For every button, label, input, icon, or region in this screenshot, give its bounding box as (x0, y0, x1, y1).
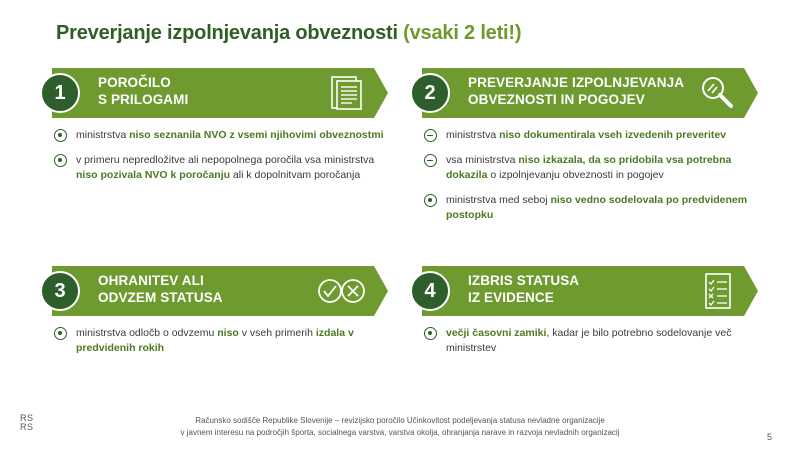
list-item (54, 153, 392, 183)
plain-text: vsa ministrstva (446, 154, 519, 166)
highlight-text: niso pozivala NVO k poročanju (76, 169, 231, 181)
check-cross-icon (316, 272, 368, 310)
panel-heading-line: ODVZEM STATUSA (98, 290, 223, 305)
panel-items (40, 128, 392, 183)
panel-heading (468, 272, 688, 306)
page-title-accent: (vsaki 2 leti!) (403, 22, 522, 44)
highlight-text: niso izkazala, da so pridobila vsa potrebna dokazila (446, 154, 732, 181)
panel-items (40, 326, 392, 356)
logo (20, 414, 36, 432)
list-item-text (76, 129, 384, 141)
plain-text: , kadar je bilo potrebno sodelovanje več ministrstev (446, 327, 732, 354)
highlight-text: niso (217, 327, 239, 339)
highlight-text: niso seznanila NVO z vsemi njihovimi obveznostmi (129, 129, 384, 141)
highlight-text: niso vedno sodelovala po predvidenem postopku (446, 194, 748, 221)
checklist-icon (698, 272, 738, 310)
panel-heading (468, 74, 688, 108)
panel-1 (40, 68, 392, 193)
dot-circle-icon (54, 129, 67, 142)
dot-circle-icon (54, 327, 67, 340)
plain-text: ministrstva med seboj (446, 194, 551, 206)
panel-2 (410, 68, 762, 233)
panel-heading-line: OBVEZNOSTI IN POGOJEV (468, 92, 645, 107)
step-number: 2 (410, 73, 450, 113)
dot-circle-icon (54, 154, 67, 167)
dot-circle-icon (424, 327, 437, 340)
panel-heading-line: OHRANITEV ALI (98, 273, 204, 288)
plain-text: ministrstva odločb o odvzemu (76, 327, 218, 339)
panel-heading-line: IZBRIS STATUSA (468, 273, 580, 288)
list-item (424, 128, 762, 143)
plain-text: ministrstva (76, 129, 130, 141)
panel-heading-line: PREVERJANJE IZPOLNJEVANJA (468, 75, 685, 90)
page-title-main: Preverjanje izpolnjevanja obveznosti (56, 22, 398, 44)
highlight-text: izdala v predvidenih rokih (76, 327, 354, 354)
list-item (424, 326, 762, 356)
highlight-text: niso dokumentirala vseh izvedenih preveritev (499, 129, 727, 141)
panel-header (410, 68, 762, 118)
list-item (424, 153, 762, 183)
footer-line: v javnem interesu na področjih športa, socialnega varstva, varstva okolja, ohranjanja narave in razvoja nevladnih organizacij (180, 428, 620, 437)
list-item-text (446, 327, 731, 354)
panel-heading (98, 272, 318, 306)
panel-header (40, 266, 392, 316)
step-number: 3 (40, 271, 80, 311)
highlight-text: večji časovni zamiki (446, 327, 547, 339)
panel-header (40, 68, 392, 118)
list-item-text (76, 154, 374, 181)
dot-circle-icon (424, 194, 437, 207)
panel-4 (410, 266, 762, 366)
footer-line: Računsko sodišče Republike Slovenije – revizijsko poročilo Učinkovitost podeljevanja statusa nevladne organizacije (195, 416, 605, 425)
footer (140, 415, 660, 439)
panel-items (410, 326, 762, 356)
logo-line: RS (20, 413, 34, 423)
panel-header (410, 266, 762, 316)
logo-line: RS (20, 422, 34, 432)
panel-heading-line: IZ EVIDENCE (468, 290, 554, 305)
plain-text: v primeru nepredložitve ali nepopolnega poročila vsa ministrstva (76, 154, 375, 166)
magnifier-icon (698, 74, 738, 112)
plain-text: v vseh primerih (238, 327, 316, 339)
step-number: 1 (40, 73, 80, 113)
panel-items (410, 128, 762, 223)
plain-text: o izpolnjevanju obveznosti in pogojev (487, 169, 664, 181)
panel-3 (40, 266, 392, 366)
list-item-text (76, 327, 354, 354)
panel-heading (98, 74, 318, 108)
plain-text: ministrstva (446, 129, 500, 141)
list-item-text (446, 154, 731, 181)
list-item-text (446, 194, 747, 221)
panel-heading-line: S PRILOGAMI (98, 92, 189, 107)
document-icon (328, 74, 368, 112)
plain-text: ali k dopolnitvam poročanja (230, 169, 361, 181)
list-item (424, 193, 762, 223)
step-number: 4 (410, 271, 450, 311)
panel-heading-line: POROČILO (98, 75, 171, 90)
list-item (54, 326, 392, 356)
page-number: 5 (766, 432, 772, 442)
page-title (56, 22, 521, 45)
list-item (54, 128, 392, 143)
list-item-text (446, 129, 726, 141)
minus-circle-icon (424, 154, 437, 167)
minus-circle-icon (424, 129, 437, 142)
